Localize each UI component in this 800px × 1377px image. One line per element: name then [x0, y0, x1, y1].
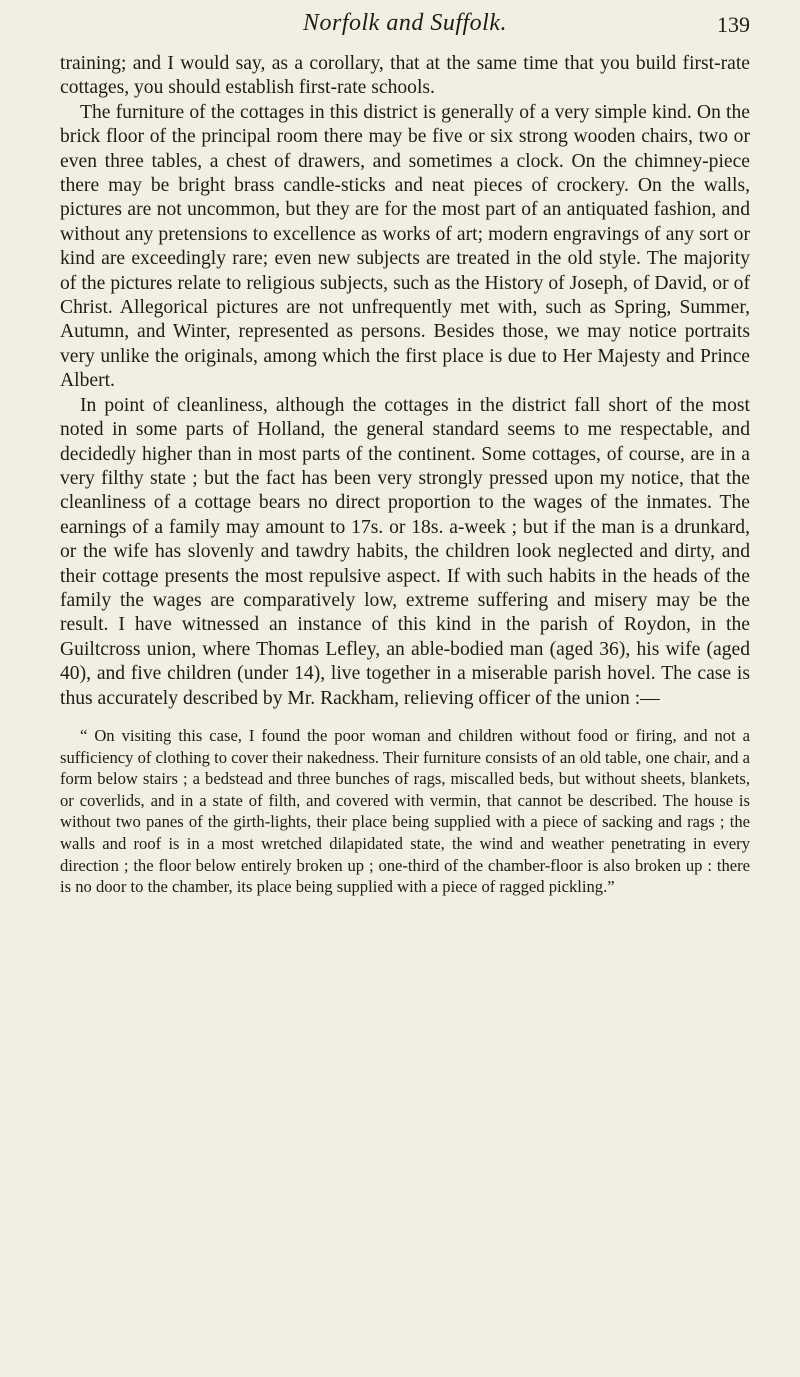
- paragraph-cleanliness: In point of cleanliness, although the cottages in the district fall short of the most noted in some parts of Holland, the general standard seems to me respectable, and decidedly higher than in most parts of the continent. Some cottages, of course, are in a very filthy state ; but the fact has been very strongly pressed upon my notice, that the cleanliness of a cottage bears no direct proportion to the wages of the inmates. The earnings of a family may amount to 17s. or 18s. a-week ; but if the man is a drunkard, or the wife has slovenly and tawdry habits, the children look neglected and dirty, and their cottage presents the most repulsive aspect. If with such habits in the heads of the family the wages are comparatively low, extreme suffering and misery may be the result. I have witnessed an instance of this kind in the parish of Roydon, in the Guiltcross union, where Thomas Lefley, an able-bodied man (aged 36), his wife (aged 40), and five children (under 14), live together in a miserable parish hovel. The case is thus accurately described by Mr. Rackham, relieving officer of the union :—: [60, 394, 750, 709]
- running-title: Norfolk and Suffolk.: [303, 10, 507, 36]
- paragraph-continued: training; and I would say, as a corollary, that at the same time that you build first-rate cottages, you should establish first-rate schools.: [60, 53, 750, 99]
- quoted-report: “ On visiting this case, I found the poor woman and children without food or firing, and not a sufficiency of clothing to cover their nakedness. Their furniture consists of an old table, one chair, and a form below stairs ; a bedstead and three bunches of rags, miscalled beds, but without sheets, blankets, or coverlids, and in a state of filth, and covered with vermin, that cannot be described. The house is without two panes of the girth-lights, their place being supplied with a piece of sacking and rags ; the walls and roof is in a most wretched dilapidated state, the wind and weather penetrating in every direction ; the floor below entirely broken up ; one-third of the chamber-floor is also broken up : there is no door to the chamber, its place being supplied with a piece of ragged pickling.”: [60, 725, 750, 897]
- page-number: 139: [717, 12, 750, 37]
- body-text: [60, 52, 750, 711]
- page-header: [60, 0, 750, 52]
- book-page: [60, 0, 750, 1377]
- paragraph-furniture: The furniture of the cottages in this district is generally of a very simple kind. On the brick floor of the principal room there may be five or six strong wooden chairs, two or even three tables, a chest of drawers, and sometimes a clock. On the chimney-piece there may be bright brass candle-sticks and neat pieces of crockery. On the walls, pictures are not uncommon, but they are for the most part of an antiquated fashion, and without any pretensions to excellence as works of art; modern engravings of any sort or kind are exceedingly rare; even new subjects are treated in the old style. The majority of the pictures relate to religious subjects, such as the History of Joseph, of David, or of Christ. Allegorical pictures are not unfrequently met with, such as Spring, Summer, Autumn, and Winter, represented as persons. Besides those, we may notice portraits very unlike the originals, among which the first place is due to Her Majesty and Prince Albert.: [60, 101, 750, 392]
